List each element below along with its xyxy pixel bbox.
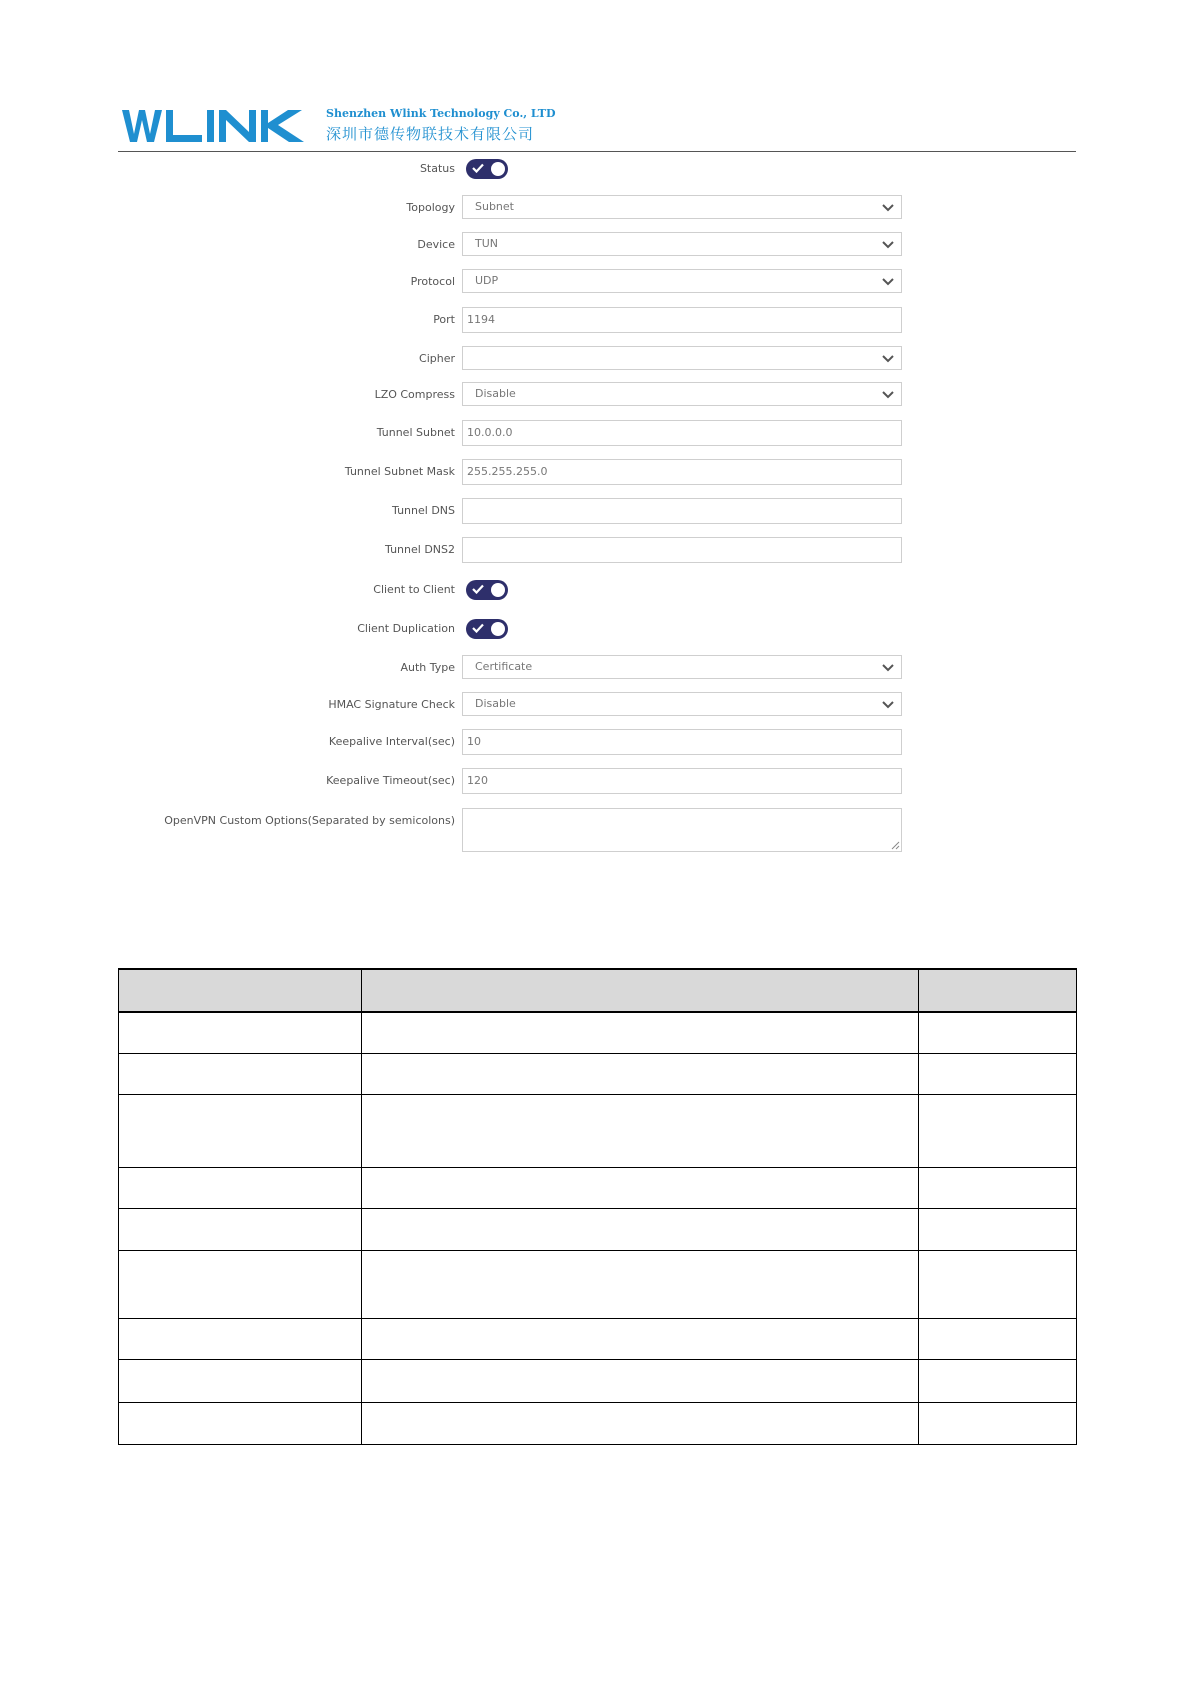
company-name-cn: 深圳市德传物联技术有限公司 [326, 125, 535, 143]
table-cell [119, 1208, 362, 1250]
port-label: Port [433, 313, 455, 326]
check-icon [472, 163, 484, 173]
row-tunnel-subnet-mask [0, 459, 1191, 485]
protocol-select[interactable] [462, 269, 902, 293]
chevron-down-icon [881, 660, 895, 674]
chevron-down-icon [881, 274, 895, 288]
table-cell [119, 1167, 362, 1208]
row-lzo-compress [0, 382, 1191, 408]
tunnel-subnet-mask-value: 255.255.255.0 [467, 465, 548, 478]
table-cell [362, 1250, 919, 1318]
chevron-down-icon [881, 697, 895, 711]
resize-grip-icon[interactable] [890, 840, 900, 850]
row-cipher [0, 346, 1191, 372]
table-cell [919, 1167, 1077, 1208]
status-toggle[interactable] [466, 159, 508, 179]
table-row [119, 1053, 1077, 1094]
table-row [119, 1318, 1077, 1359]
device-select[interactable] [462, 232, 902, 256]
row-hmac-signature-check [0, 692, 1191, 718]
client-duplication-toggle[interactable] [466, 619, 508, 639]
client-duplication-label: Client Duplication [357, 622, 455, 635]
table-cell [919, 1094, 1077, 1167]
document-header [118, 100, 1078, 152]
table-cell [362, 1094, 919, 1167]
table-row [119, 1167, 1077, 1208]
auth-type-select[interactable] [462, 655, 902, 679]
table-cell [362, 1053, 919, 1094]
hmac-signature-check-select[interactable] [462, 692, 902, 716]
table-row [119, 1012, 1077, 1053]
tunnel-dns2-label: Tunnel DNS2 [385, 543, 455, 556]
hmac-signature-check-label: HMAC Signature Check [328, 698, 455, 711]
chevron-down-icon [881, 387, 895, 401]
table-header-row [119, 969, 1077, 1012]
hmac-signature-check-value: Disable [475, 697, 516, 710]
table-cell [919, 1208, 1077, 1250]
table-cell [119, 1094, 362, 1167]
table-cell [919, 1012, 1077, 1053]
table-row [119, 1402, 1077, 1444]
table-cell [119, 1402, 362, 1444]
row-tunnel-dns2 [0, 537, 1191, 563]
company-name-en: Shenzhen Wlink Technology Co., LTD [326, 107, 556, 120]
toggle-knob [491, 162, 505, 176]
tunnel-dns-input[interactable] [462, 498, 902, 524]
check-icon [472, 623, 484, 633]
table-cell [119, 1012, 362, 1053]
toggle-knob [491, 622, 505, 636]
tunnel-dns2-input[interactable] [462, 537, 902, 563]
custom-options-textarea[interactable] [462, 808, 902, 852]
row-protocol [0, 269, 1191, 295]
row-client-duplication [0, 616, 1191, 642]
table-cell [362, 1208, 919, 1250]
client-to-client-toggle[interactable] [466, 580, 508, 600]
row-device [0, 232, 1191, 258]
chevron-down-icon [881, 237, 895, 251]
row-keepalive-interval [0, 729, 1191, 755]
table-row [119, 1208, 1077, 1250]
keepalive-interval-value: 10 [467, 735, 481, 748]
lzo-compress-value: Disable [475, 387, 516, 400]
client-to-client-label: Client to Client [373, 583, 455, 596]
toggle-knob [491, 583, 505, 597]
port-input[interactable] [462, 307, 902, 333]
table-header-cell [362, 969, 919, 1012]
table-cell [362, 1402, 919, 1444]
table-cell [119, 1359, 362, 1402]
table-cell [919, 1359, 1077, 1402]
table-cell [919, 1318, 1077, 1359]
lzo-compress-select[interactable] [462, 382, 902, 406]
topology-label: Topology [406, 201, 455, 214]
row-auth-type [0, 655, 1191, 681]
table-header-cell [919, 969, 1077, 1012]
parameter-table [118, 968, 1077, 1445]
tunnel-subnet-mask-label: Tunnel Subnet Mask [344, 465, 455, 478]
port-value: 1194 [467, 313, 495, 326]
keepalive-timeout-value: 120 [467, 774, 488, 787]
keepalive-interval-input[interactable] [462, 729, 902, 755]
tunnel-dns-label: Tunnel DNS [392, 504, 455, 517]
tunnel-subnet-label: Tunnel Subnet [376, 426, 455, 439]
wlink-logo [122, 110, 318, 142]
check-icon [472, 584, 484, 594]
chevron-down-icon [881, 351, 895, 365]
table-row [119, 1359, 1077, 1402]
row-status [0, 156, 1191, 182]
auth-type-value: Certificate [475, 660, 533, 673]
table-row [119, 1094, 1077, 1167]
row-tunnel-dns [0, 498, 1191, 524]
row-client-to-client [0, 577, 1191, 603]
table-cell [119, 1318, 362, 1359]
table-cell [362, 1167, 919, 1208]
table-cell [919, 1053, 1077, 1094]
table-cell [919, 1402, 1077, 1444]
topology-select[interactable] [462, 195, 902, 219]
table-header-cell [119, 969, 362, 1012]
cipher-select[interactable] [462, 346, 902, 370]
keepalive-timeout-label: Keepalive Timeout(sec) [326, 774, 455, 787]
tunnel-subnet-input[interactable] [462, 420, 902, 446]
auth-type-label: Auth Type [400, 661, 455, 674]
keepalive-interval-label: Keepalive Interval(sec) [328, 735, 455, 748]
custom-options-label: OpenVPN Custom Options(Separated by semicolons) [164, 814, 455, 827]
topology-value: Subnet [475, 200, 514, 213]
row-tunnel-subnet [0, 420, 1191, 446]
device-value: TUN [475, 237, 498, 250]
chevron-down-icon [881, 200, 895, 214]
tunnel-subnet-mask-input[interactable] [462, 459, 902, 485]
cipher-label: Cipher [419, 352, 455, 365]
keepalive-timeout-input[interactable] [462, 768, 902, 794]
table-row [119, 1250, 1077, 1318]
status-label: Status [419, 162, 455, 175]
protocol-value: UDP [475, 274, 499, 287]
table-cell [362, 1012, 919, 1053]
table-cell [119, 1053, 362, 1094]
header-divider [118, 151, 1076, 152]
row-keepalive-timeout [0, 768, 1191, 794]
table-cell [119, 1250, 362, 1318]
tunnel-subnet-value: 10.0.0.0 [467, 426, 513, 439]
row-port [0, 307, 1191, 333]
row-topology [0, 195, 1191, 221]
table-cell [362, 1359, 919, 1402]
device-label: Device [417, 238, 455, 251]
table-cell [919, 1250, 1077, 1318]
row-custom-options [0, 808, 1191, 854]
protocol-label: Protocol [410, 275, 455, 288]
table-cell [362, 1318, 919, 1359]
lzo-compress-label: LZO Compress [374, 388, 455, 401]
